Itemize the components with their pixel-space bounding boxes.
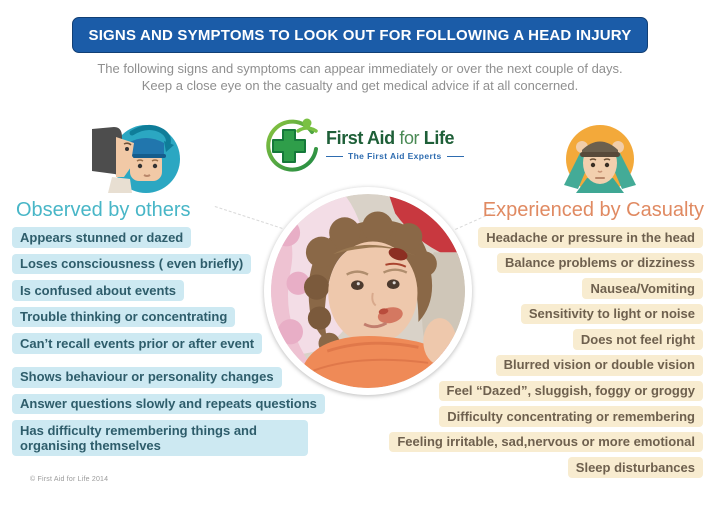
intro-text bbox=[0, 60, 720, 94]
experienced-symptoms-list bbox=[389, 227, 703, 478]
page-title: SIGNS AND SYMPTOMS TO LOOK OUT FOR FOLLOWING A HEAD INJURY bbox=[88, 26, 632, 44]
observed-symptom-pill: Is confused about events bbox=[12, 280, 184, 301]
experienced-symptom-pill: Headache or pressure in the head bbox=[478, 227, 703, 248]
green-cross-logo-icon bbox=[261, 116, 321, 174]
tagline-dash-left bbox=[326, 156, 343, 157]
observed-symptom-pill: Can’t recall events prior or after event bbox=[12, 333, 262, 354]
observed-symptom-pill: Appears stunned or dazed bbox=[12, 227, 191, 248]
observed-symptom-pill: Answer questions slowly and repeats questions bbox=[12, 394, 325, 415]
tagline-text: The First Aid Experts bbox=[348, 151, 442, 161]
observed-by-others-heading: Observed by others bbox=[16, 199, 191, 221]
experienced-symptom-pill: Sleep disturbances bbox=[568, 457, 703, 478]
experienced-by-casualty-heading: Experienced by Casualty bbox=[482, 199, 704, 221]
observed-symptom-pill: Loses consciousness ( even briefly) bbox=[12, 254, 251, 275]
logo-text bbox=[326, 116, 464, 161]
observer-watching-dizzy-boy-icon bbox=[82, 123, 186, 195]
observed-symptom-pill: Shows behaviour or personality changes bbox=[12, 367, 282, 388]
tagline-dash-right bbox=[447, 156, 464, 157]
dotted-connector-left bbox=[215, 206, 283, 229]
experienced-symptom-pill: Feeling irritable, sad,nervous or more emotional bbox=[389, 432, 703, 453]
title-banner bbox=[72, 17, 648, 53]
logo-brand-name bbox=[326, 128, 464, 149]
experienced-symptom-pill: Balance problems or dizziness bbox=[497, 253, 703, 274]
person-holding-head-icon bbox=[554, 123, 646, 195]
experienced-symptom-pill: Nausea/Vomiting bbox=[582, 278, 703, 299]
logo-tagline bbox=[326, 151, 464, 161]
experienced-symptom-pill: Feel “Dazed”, sluggish, foggy or groggy bbox=[439, 381, 703, 402]
copyright-notice: © First Aid for Life 2014 bbox=[30, 476, 109, 483]
experienced-symptom-pill: Sensitivity to light or noise bbox=[521, 304, 703, 325]
experienced-symptom-pill: Does not feel right bbox=[573, 329, 703, 350]
logo-brand-first: First Aid bbox=[326, 128, 395, 148]
observed-symptom-pill: Has difficulty remembering things and organising themselves bbox=[12, 420, 308, 456]
observed-symptom-pill: Trouble thinking or concentrating bbox=[12, 307, 235, 328]
logo-brand-life: Life bbox=[423, 128, 455, 148]
experienced-symptom-pill: Blurred vision or double vision bbox=[496, 355, 703, 376]
intro-line-1: The following signs and symptoms can appear immediately or over the next couple of days. bbox=[97, 61, 623, 76]
experienced-symptom-pill: Difficulty concentrating or remembering bbox=[439, 406, 703, 427]
intro-line-2: Keep a close eye on the casualty and get medical advice if at all concerned. bbox=[141, 78, 579, 93]
first-aid-for-life-logo bbox=[261, 116, 464, 174]
logo-brand-for: for bbox=[399, 128, 420, 148]
